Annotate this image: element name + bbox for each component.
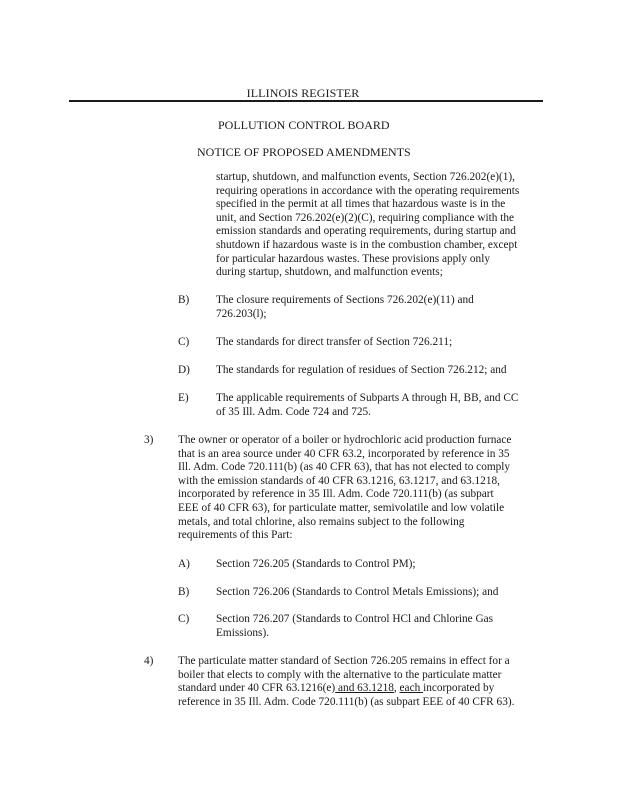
list-item bbox=[216, 294, 546, 321]
text-line: reference in 35 Ill. Adm. Code 720.111(b) (as subpart EEE of 40 CFR 63). bbox=[178, 695, 515, 708]
item-number: 3) bbox=[144, 434, 154, 446]
text-line: requirements of this Part: bbox=[178, 529, 293, 542]
list-item-label: C) bbox=[178, 336, 190, 348]
list-item-label: A) bbox=[178, 558, 190, 570]
text-line: for particular hazardous wastes. These provisions apply only bbox=[216, 252, 490, 265]
text-line: The applicable requirements of Subparts A through H, BB, and CC bbox=[216, 392, 519, 404]
text-line: Ill. Adm. Code 720.111(b) (as 40 CFR 63), that has not elected to comply bbox=[178, 461, 511, 474]
text-line: Section 726.206 (Standards to Control Metals Emissions); and bbox=[216, 586, 499, 598]
text-line: specified in the permit at all times that hazardous waste is in the bbox=[216, 198, 506, 211]
list-item bbox=[216, 613, 546, 640]
notice-title: NOTICE OF PROPOSED AMENDMENTS bbox=[197, 145, 411, 159]
text-line: emission standards and operating requirements, during startup and bbox=[216, 225, 516, 238]
text-line: during startup, shutdown, and malfunction events; bbox=[216, 266, 443, 279]
continuation-paragraph bbox=[216, 171, 546, 280]
text-line: The particulate matter standard of Section 726.205 remains in effect for a bbox=[178, 655, 510, 667]
list-item-label: B) bbox=[178, 586, 190, 598]
text-line: Section 726.207 (Standards to Control HCl and Chlorine Gas bbox=[216, 613, 494, 625]
text-line: metals, and total chlorine, also remains subject to the following bbox=[178, 515, 465, 528]
text-line: incorporated by reference in 35 Ill. Adm. Code 720.111(b) (as subpart bbox=[178, 488, 494, 501]
underlined-insertion: each bbox=[399, 682, 424, 695]
text-line: The owner or operator of a boiler or hydrochloric acid production furnace bbox=[178, 434, 512, 446]
text-line: 726.203(l); bbox=[216, 307, 267, 320]
item-number: 4) bbox=[144, 655, 154, 667]
text-line: shutdown if hazardous waste is in the combustion chamber, except bbox=[216, 238, 518, 251]
text-line: requiring operations in accordance with the operating requirements bbox=[216, 184, 520, 197]
list-item bbox=[216, 586, 546, 600]
text-line: that is an area source under 40 CFR 63.2, incorporated by reference in 35 bbox=[178, 447, 510, 460]
text-run: standard under 40 CFR 63.1216(e) bbox=[178, 682, 336, 695]
text-line: EEE of 40 CFR 63), for particulate matter, semivolatile and low volatile bbox=[178, 501, 505, 514]
text-line: startup, shutdown, and malfunction events, Section 726.202(e)(1), bbox=[216, 171, 515, 183]
item-paragraph bbox=[178, 655, 558, 709]
item-paragraph bbox=[178, 434, 548, 543]
list-item-label: C) bbox=[178, 613, 190, 625]
text-line: unit, and Section 726.202(e)(2)(C), requiring compliance with the bbox=[216, 211, 515, 224]
text-line: The standards for regulation of residues of Section 726.212; and bbox=[216, 364, 507, 376]
text-run: , bbox=[393, 682, 400, 695]
underlined-insertion: and 63.1218 bbox=[335, 682, 394, 695]
list-item bbox=[216, 336, 546, 350]
list-item bbox=[216, 392, 556, 419]
text-run: incorporated by bbox=[423, 682, 495, 695]
text-line: boiler that elects to comply with the alternative to the particulate matter bbox=[178, 668, 502, 681]
list-item-label: E) bbox=[178, 392, 189, 404]
text-line: of 35 Ill. Adm. Code 724 and 725. bbox=[216, 405, 372, 418]
text-line: Emissions). bbox=[216, 626, 270, 639]
list-item-label: D) bbox=[178, 364, 190, 376]
header-rule bbox=[69, 100, 543, 102]
text-line: The standards for direct transfer of Section 726.211; bbox=[216, 336, 453, 348]
list-item-label: B) bbox=[178, 294, 190, 306]
list-item bbox=[216, 558, 546, 572]
text-line: Section 726.205 (Standards to Control PM); bbox=[216, 558, 416, 570]
agency-name: POLLUTION CONTROL BOARD bbox=[218, 118, 390, 132]
text-line: The closure requirements of Sections 726.202(e)(11) and bbox=[216, 294, 474, 306]
page-title: ILLINOIS REGISTER bbox=[246, 86, 360, 100]
list-item bbox=[216, 364, 556, 378]
text-line: with the emission standards of 40 CFR 63.1216, 63.1217, and 63.1218, bbox=[178, 474, 500, 487]
text-line bbox=[178, 682, 558, 696]
